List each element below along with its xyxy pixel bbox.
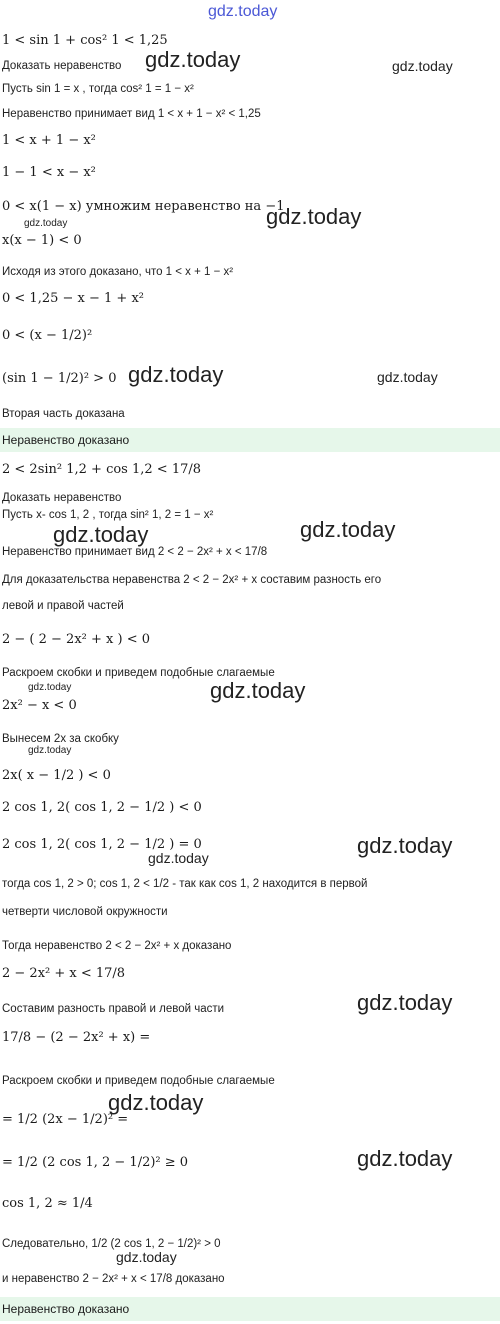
watermark: gdz.today (24, 218, 68, 229)
task-2-step: 2x² − x < 0 (2, 698, 77, 713)
task-1-result-text: Неравенство доказано (2, 433, 130, 447)
task-2-step: = 1/2 (2 cos 1, 2 − 1/2)² ≥ 0 (2, 1155, 189, 1170)
watermark: gdz.today (28, 745, 72, 756)
watermark: gdz.today (28, 682, 72, 693)
task-2-goal: Доказать неравенство (2, 492, 122, 504)
task-1-form: Неравенство принимает вид 1 < x + 1 − x² < 1,25 (2, 108, 261, 120)
task-2-form: Неравенство принимает вид 2 < 2 − 2x² + x < 17/8 (2, 546, 268, 558)
task-2-result-text: Неравенство доказано (2, 1302, 130, 1316)
task-1-step: 1 − 1 < x − x² (2, 165, 96, 180)
task-2-method: Для доказательства неравенства 2 < 2 − 2x² + x составим разность его (2, 574, 382, 586)
task-1-step: x(x − 1) < 0 (2, 233, 82, 248)
task-2-step: 2 cos 1, 2( cos 1, 2 − 1/2 ) = 0 (2, 837, 202, 852)
task-2-instruction: Раскроем скобки и приведем подобные слагаемые (2, 667, 275, 679)
task-2-step: 2 cos 1, 2( cos 1, 2 − 1/2 ) < 0 (2, 800, 202, 815)
task-2-step: 2 − ( 2 − 2x² + x ) < 0 (2, 632, 150, 647)
task-2-explanation-cont: четверти числовой окружности (2, 906, 168, 918)
task-2-step: = 1/2 (2x − 1/2)² = (2, 1112, 129, 1127)
task-2-conclusion: и неравенство 2 − 2x² + x < 17/8 доказано (2, 1273, 225, 1285)
header-watermark: gdz.today (208, 3, 278, 20)
task-1-substitution: Пусть sin 1 = x , тогда cos² 1 = 1 − x² (2, 83, 194, 95)
task-2-step: 2 − 2x² + x < 17/8 (2, 966, 126, 981)
task-2-statement: 2 < 2sin² 1,2 + cos 1,2 < 17/8 (2, 462, 202, 477)
task-1-result-banner (0, 428, 500, 452)
task-2-instruction: Вынесем 2x за скобку (2, 733, 119, 745)
task-2-instruction: Раскроем скобки и приведем подобные слагаемые (2, 1075, 275, 1087)
watermark: gdz.today (128, 362, 224, 387)
task-1-step: 0 < x(1 − x) умножим неравенство на −1 (2, 199, 285, 214)
task-2-result-banner (0, 1297, 500, 1321)
task-1-conclusion: Исходя из этого доказано, что 1 < x + 1 − x² (2, 266, 234, 278)
task-1-step: 0 < (x − 1/2)² (2, 328, 93, 343)
task-2-method-cont: левой и правой частей (2, 600, 124, 612)
task-2-consequence: Следовательно, 1/2 (2 cos 1, 2 − 1/2)² > 0 (2, 1238, 221, 1250)
task-2-substitution: Пусть x- cos 1, 2 , тогда sin² 1, 2 = 1 − x² (2, 509, 214, 521)
watermark: gdz.today (357, 990, 453, 1015)
watermark: gdz.today (116, 1249, 177, 1265)
task-2-explanation: тогда cos 1, 2 > 0; cos 1, 2 < 1/2 - так как cos 1, 2 находится в первой (2, 878, 368, 890)
watermark: gdz.today (53, 522, 149, 547)
watermark: gdz.today (148, 850, 209, 866)
task-2-step: 2x( x − 1/2 ) < 0 (2, 768, 111, 783)
task-1-step: 1 < x + 1 − x² (2, 133, 96, 148)
watermark: gdz.today (108, 1090, 204, 1115)
task-1-step: 0 < 1,25 − x − 1 + x² (2, 291, 144, 306)
task-1-statement: 1 < sin 1 + cos² 1 < 1,25 (2, 33, 168, 48)
task-1-second-part-done: Вторая часть доказана (2, 408, 125, 420)
task-2-step: 17/8 − (2 − 2x² + x) = (2, 1030, 151, 1045)
watermark: gdz.today (300, 517, 396, 542)
task-1-step: (sin 1 − 1/2)² > 0 (2, 371, 117, 386)
watermark: gdz.today (357, 1146, 453, 1171)
task-2-instruction: Составим разность правой и левой части (2, 1003, 225, 1015)
watermark: gdz.today (210, 678, 306, 703)
watermark: gdz.today (266, 204, 362, 229)
watermark: gdz.today (357, 833, 453, 858)
task-1-goal: Доказать неравенство (2, 60, 122, 72)
task-2-first-part-done: Тогда неравенство 2 < 2 − 2x² + x доказано (2, 940, 232, 952)
watermark: gdz.today (392, 58, 453, 74)
task-2-step: cos 1, 2 ≈ 1/4 (2, 1196, 93, 1211)
watermark: gdz.today (145, 47, 241, 72)
watermark: gdz.today (377, 369, 438, 385)
